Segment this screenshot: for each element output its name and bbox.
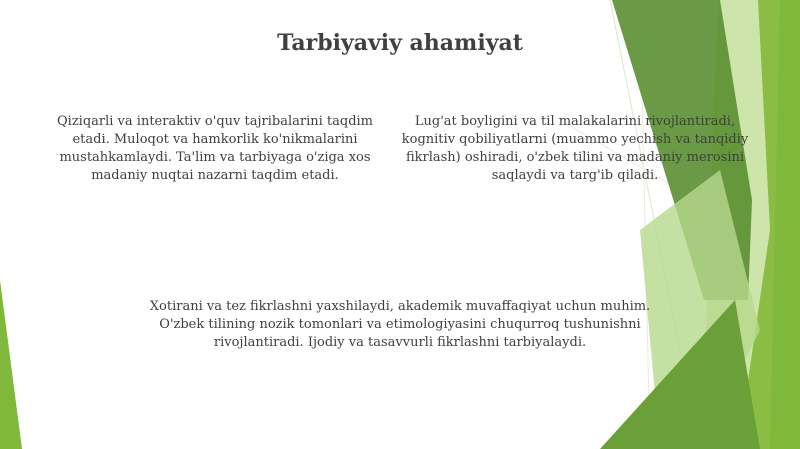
paragraph-left: Qiziqarli va interaktiv o'quv tajribalarini taqdim etadi. Muloqot va hamkorlik ko'nikmalarini mustahkamlaydi. Ta'lim va tarbiyaga o'ziga xos madaniy nuqtai nazarni taqdim etadi. (57, 114, 373, 183)
paragraph-bottom: Xotirani va tez fikrlashni yaxshilaydi, akademik muvaffaqiyat uchun muhim. O'zbek tilining nozik tomonlari va etimologiyasini chuqurroq tushunishni rivojlantiradi. Ijodiy va tasavvurli fikrlashni tarbiyalaydi. (149, 299, 651, 350)
paragraph-right: Lug'at boyligini va til malakalarini rivojlantiradi, kognitiv qobiliyatlarni (muammo yechish va tanqidiy fikrlash) oshiradi, o'zbek tilini va madaniy merosini saqlaydi va targ'ib qiladi. (401, 114, 749, 183)
left-sliver (0, 280, 22, 449)
slide-title: Tarbiyaviy ahamiyat (277, 30, 523, 56)
